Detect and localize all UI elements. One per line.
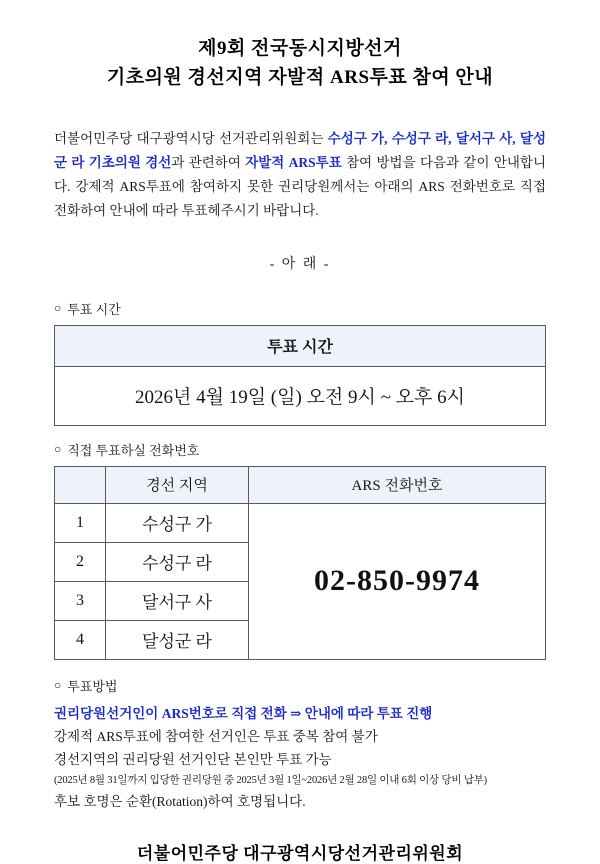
vote-time-value: 2026년 4월 19일 (일) 오전 9시 ~ 오후 6시	[55, 366, 546, 425]
row-region: 수성구 라	[106, 542, 249, 581]
table-header-row	[55, 466, 546, 503]
row-region: 수성구 가	[106, 503, 249, 542]
section-label-method-text: 투표방법	[67, 678, 118, 694]
below-marker: - 아 래 -	[269, 256, 331, 272]
row-region: 달성군 라	[106, 620, 249, 659]
intro-text-3: 참여 방법을 다음과 같이 안내합니다. 강제적 ARS투표에 참여하지 못한 권리당원께서는 아래의 ARS 전화번호로 직접 전화하여 안내에 따라 투표헤주시기 바랍니다.	[54, 154, 546, 218]
row-number: 2	[55, 542, 106, 581]
row-number: 3	[55, 581, 106, 620]
circle-marker-icon: ○	[54, 442, 62, 457]
circle-marker-icon: ○	[54, 678, 62, 693]
row-region: 달서구 사	[106, 581, 249, 620]
header-region: 경선 지역	[106, 466, 249, 503]
circle-marker-icon: ○	[54, 301, 62, 316]
intro-highlight-1: 수성구 가, 수성구 라, 달서구 사, 달성군 라 기초의원 경선	[54, 130, 547, 170]
section-label-time-text: 투표 시간	[67, 301, 121, 317]
ars-phone-table	[54, 466, 546, 660]
intro-text-2: 과 관련하여	[171, 154, 246, 170]
row-number: 1	[55, 503, 106, 542]
vote-time-header: 투표 시간	[55, 325, 546, 366]
table-row	[55, 366, 546, 425]
vote-time-table	[54, 325, 546, 426]
table-row	[55, 503, 546, 542]
header-blank	[55, 466, 106, 503]
title-line-1: 제9회 전국동시지방선거	[198, 38, 402, 59]
method-line: 후보 호명은 순환(Rotation)하여 호명됩니다.	[54, 793, 306, 809]
title-line-2: 기초의원 경선지역 자발적 ARS투표 참여 안내	[106, 67, 494, 89]
section-label-phone	[54, 440, 546, 459]
section-label-phone-text: 직접 투표하실 전화번호	[67, 442, 200, 458]
document-footer: 더불어민주당 대구광역시당선거관리위원회	[136, 843, 464, 863]
method-line-note: (2025년 8월 31일까지 입당한 권리당원 중 2025년 3월 1일~2026년 2월 28일 이내 6회 이상 당비 납부)	[54, 774, 487, 786]
document-title	[54, 34, 546, 93]
intro-highlight-2: 자발적 ARS투표	[245, 154, 342, 170]
intro-text-1: 더불어민주당 대구광역시당 선거관리위원회는	[54, 130, 328, 146]
section-label-method	[54, 676, 546, 695]
vote-method-lines	[54, 702, 546, 813]
row-number: 4	[55, 620, 106, 659]
ars-number-value: 02-850-9974	[249, 503, 546, 659]
header-ars-number: ARS 전화번호	[249, 466, 546, 503]
method-line: 강제적 ARS투표에 참여한 선거인은 투표 중복 참여 불가	[54, 729, 378, 745]
method-line: 경선지역의 권리당원 선거인단 본인만 투표 가능	[54, 752, 332, 768]
method-line: 권리당원선거인이 ARS번호로 직접 전화 ⇒ 안내에 따라 투표 진행	[54, 705, 433, 721]
vote-method-section	[54, 676, 546, 813]
table-row	[55, 325, 546, 366]
section-label-time	[54, 299, 546, 318]
intro-paragraph	[54, 127, 546, 223]
